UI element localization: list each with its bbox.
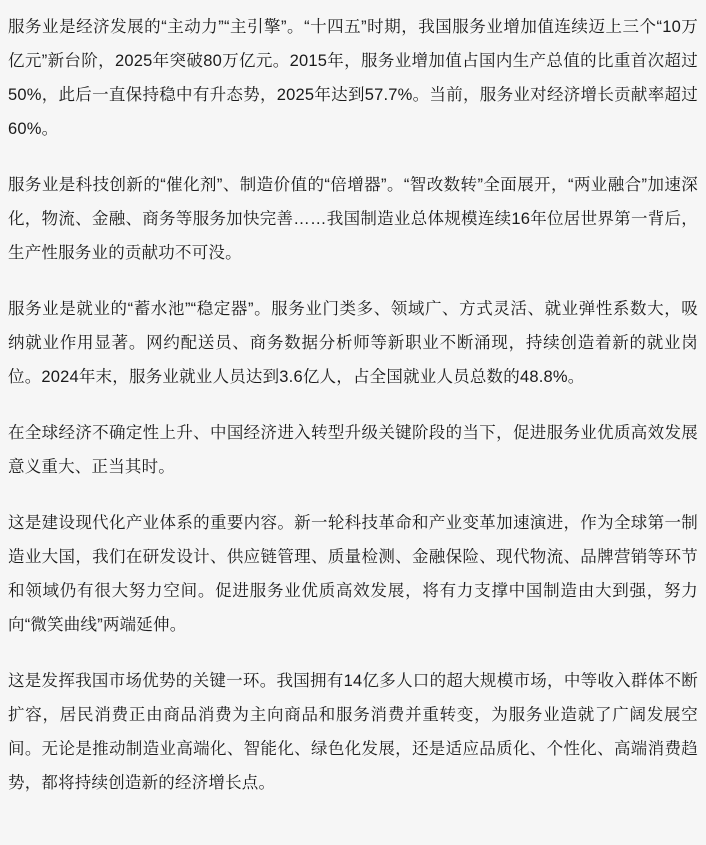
article-paragraph: 服务业是科技创新的“催化剂”、制造价值的“倍增器”。“智改数转”全面展开，“两业融合”加速深化，物流、金融、商务等服务加快完善……我国制造业总体规模连续16年位居世界第一背后，生产性服务业的贡献功不可没。	[8, 176, 698, 262]
article-paragraph: 在全球经济不确定性上升、中国经济进入转型升级关键阶段的当下，促进服务业优质高效发展意义重大、正当其时。	[8, 424, 698, 476]
article-paragraph: 服务业是就业的“蓄水池”“稳定器”。服务业门类多、领域广、方式灵活、就业弹性系数大，吸纳就业作用显著。网约配送员、商务数据分析师等新职业不断涌现，持续创造着新的就业岗位。2024年末，服务业就业人员达到3.6亿人，占全国就业人员总数的48.8%。	[8, 300, 698, 386]
article-paragraph: 这是发挥我国市场优势的关键一环。我国拥有14亿多人口的超大规模市场，中等收入群体不断扩容，居民消费正由商品消费为主向商品和服务消费并重转变，为服务业造就了广阔发展空间。无论是推动制造业高端化、智能化、绿色化发展，还是适应品质化、个性化、高端消费趋势，都将持续创造新的经济增长点。	[8, 672, 698, 792]
article-paragraph: 这是建设现代化产业体系的重要内容。新一轮科技革命和产业变革加速演进，作为全球第一制造业大国，我们在研发设计、供应链管理、质量检测、金融保险、现代物流、品牌营销等环节和领域仍有很大努力空间。促进服务业优质高效发展，将有力支撑中国制造由大到强，努力向“微笑曲线”两端延伸。	[8, 514, 698, 634]
article-paragraph: 服务业是经济发展的“主动力”“主引擎”。“十四五”时期，我国服务业增加值连续迈上三个“10万亿元”新台阶，2025年突破80万亿元。2015年，服务业增加值占国内生产总值的比重首次超过50%，此后一直保持稳中有升态势，2025年达到57.7%。当前，服务业对经济增长贡献率超过60%。	[8, 18, 698, 138]
